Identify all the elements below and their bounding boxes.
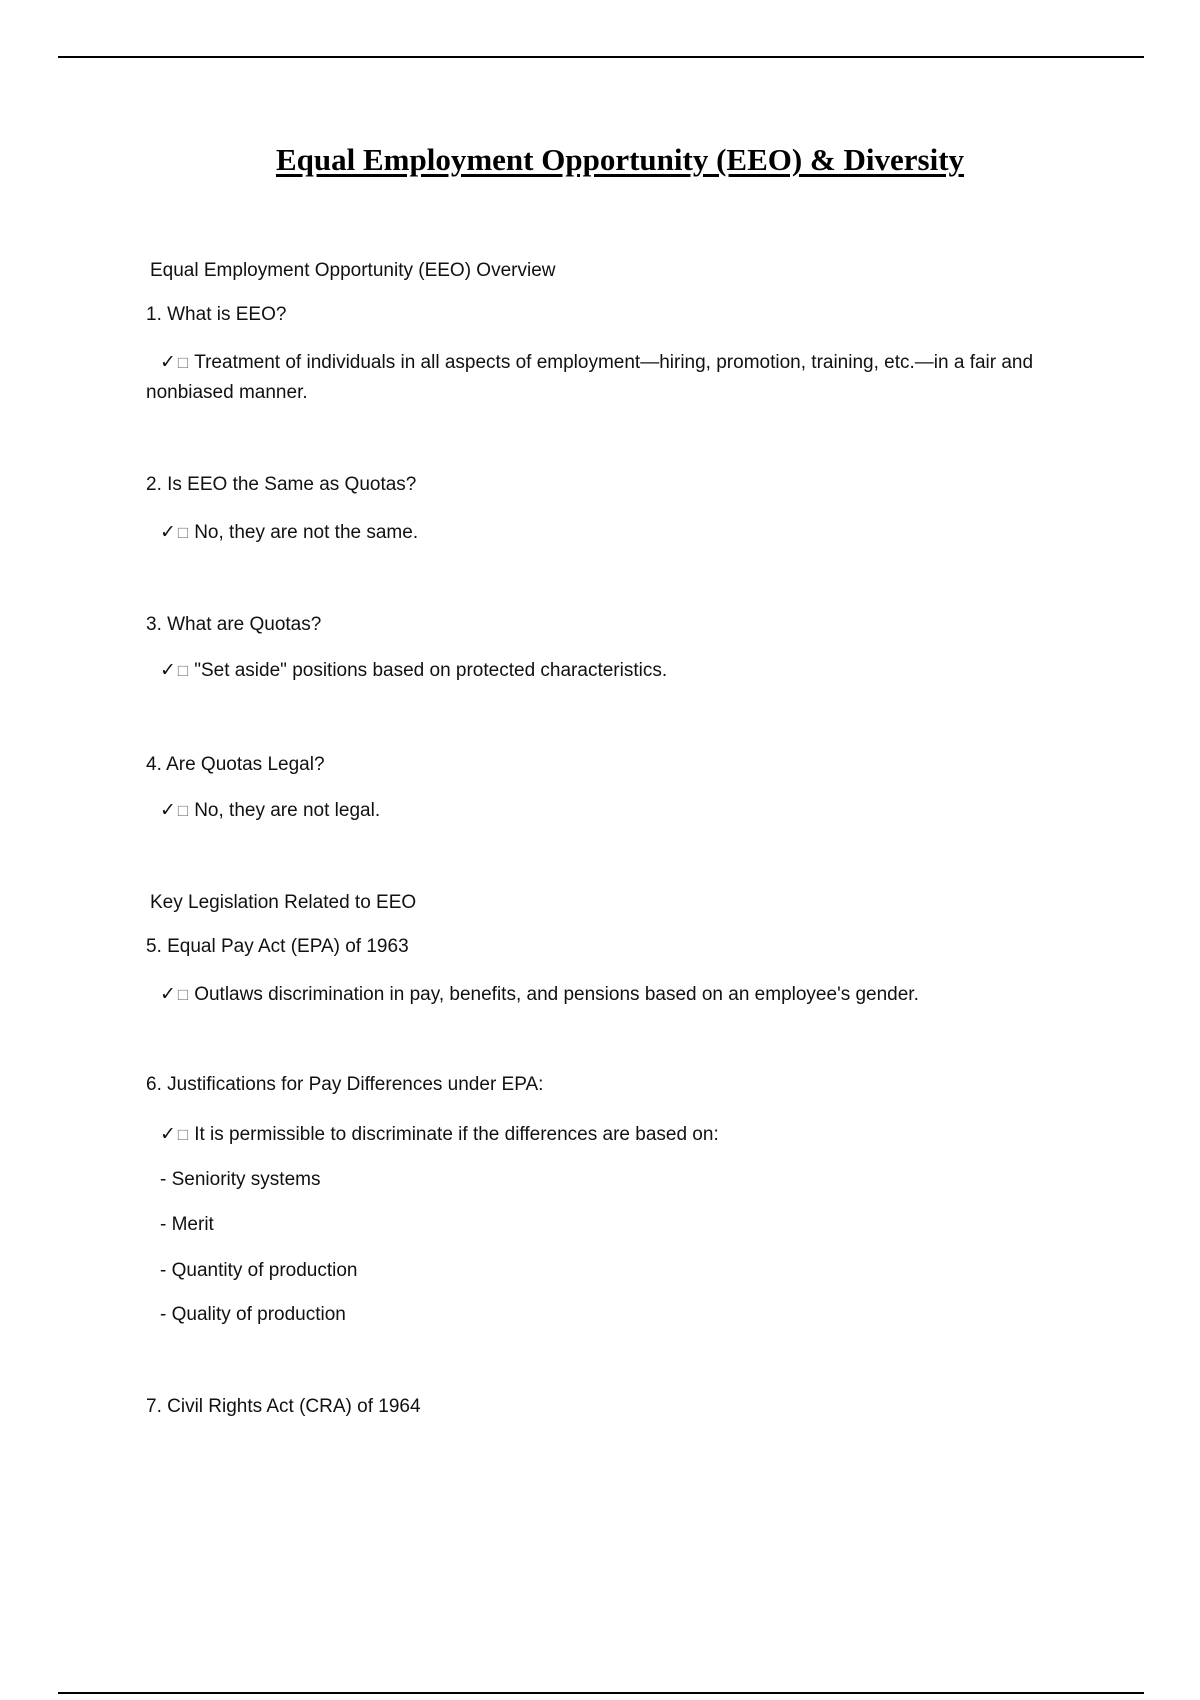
answer [160,1120,1080,1150]
check-icon: ✓ [160,660,176,681]
answer-text: Treatment of individuals in all aspects of employment—hiring, promotion, training, etc.—in a fair and nonbiased manner. [146,352,1034,403]
question: 3. What are Quotas? [146,614,322,635]
checkbox-icon: □ [177,661,189,680]
list-item: - Quality of production [160,1304,346,1325]
list-item: - Quantity of production [160,1260,358,1281]
question: 4. Are Quotas Legal? [146,754,325,775]
document-title: Equal Employment Opportunity (EEO) & Diversity [275,142,965,177]
answer [160,980,1080,1010]
check-icon: ✓ [160,522,176,543]
answer-text: Outlaws discrimination in pay, benefits, and pensions based on an employee's gender. [194,984,919,1005]
list-item: - Seniority systems [160,1169,321,1190]
answer-text: It is permissible to discriminate if the differences are based on: [194,1124,719,1145]
check-icon: ✓ [160,1124,176,1145]
bottom-rule [58,1692,1144,1694]
section-heading: Key Legislation Related to EEO [150,892,417,913]
answer [160,518,1080,548]
answer-text: "Set aside" positions based on protected characteristics. [194,660,668,681]
question: 1. What is EEO? [146,304,287,325]
answer [160,796,1080,826]
question: 6. Justifications for Pay Differences under EPA: [146,1074,544,1095]
section-heading: Equal Employment Opportunity (EEO) Overview [150,260,556,281]
answer-text: No, they are not legal. [194,800,381,821]
checkbox-icon: □ [177,353,189,372]
question: 2. Is EEO the Same as Quotas? [146,474,417,495]
checkbox-icon: □ [177,1125,189,1144]
checkbox-icon: □ [177,985,189,1004]
check-icon: ✓ [160,352,176,373]
checkbox-icon: □ [177,523,189,542]
top-rule [58,56,1144,58]
answer [146,348,1066,408]
answer [160,656,1080,686]
answer-text: No, they are not the same. [194,522,419,543]
question: 5. Equal Pay Act (EPA) of 1963 [146,936,409,957]
check-icon: ✓ [160,984,176,1005]
checkbox-icon: □ [177,801,189,820]
list-item: - Merit [160,1214,214,1235]
question: 7. Civil Rights Act (CRA) of 1964 [146,1396,421,1417]
check-icon: ✓ [160,800,176,821]
